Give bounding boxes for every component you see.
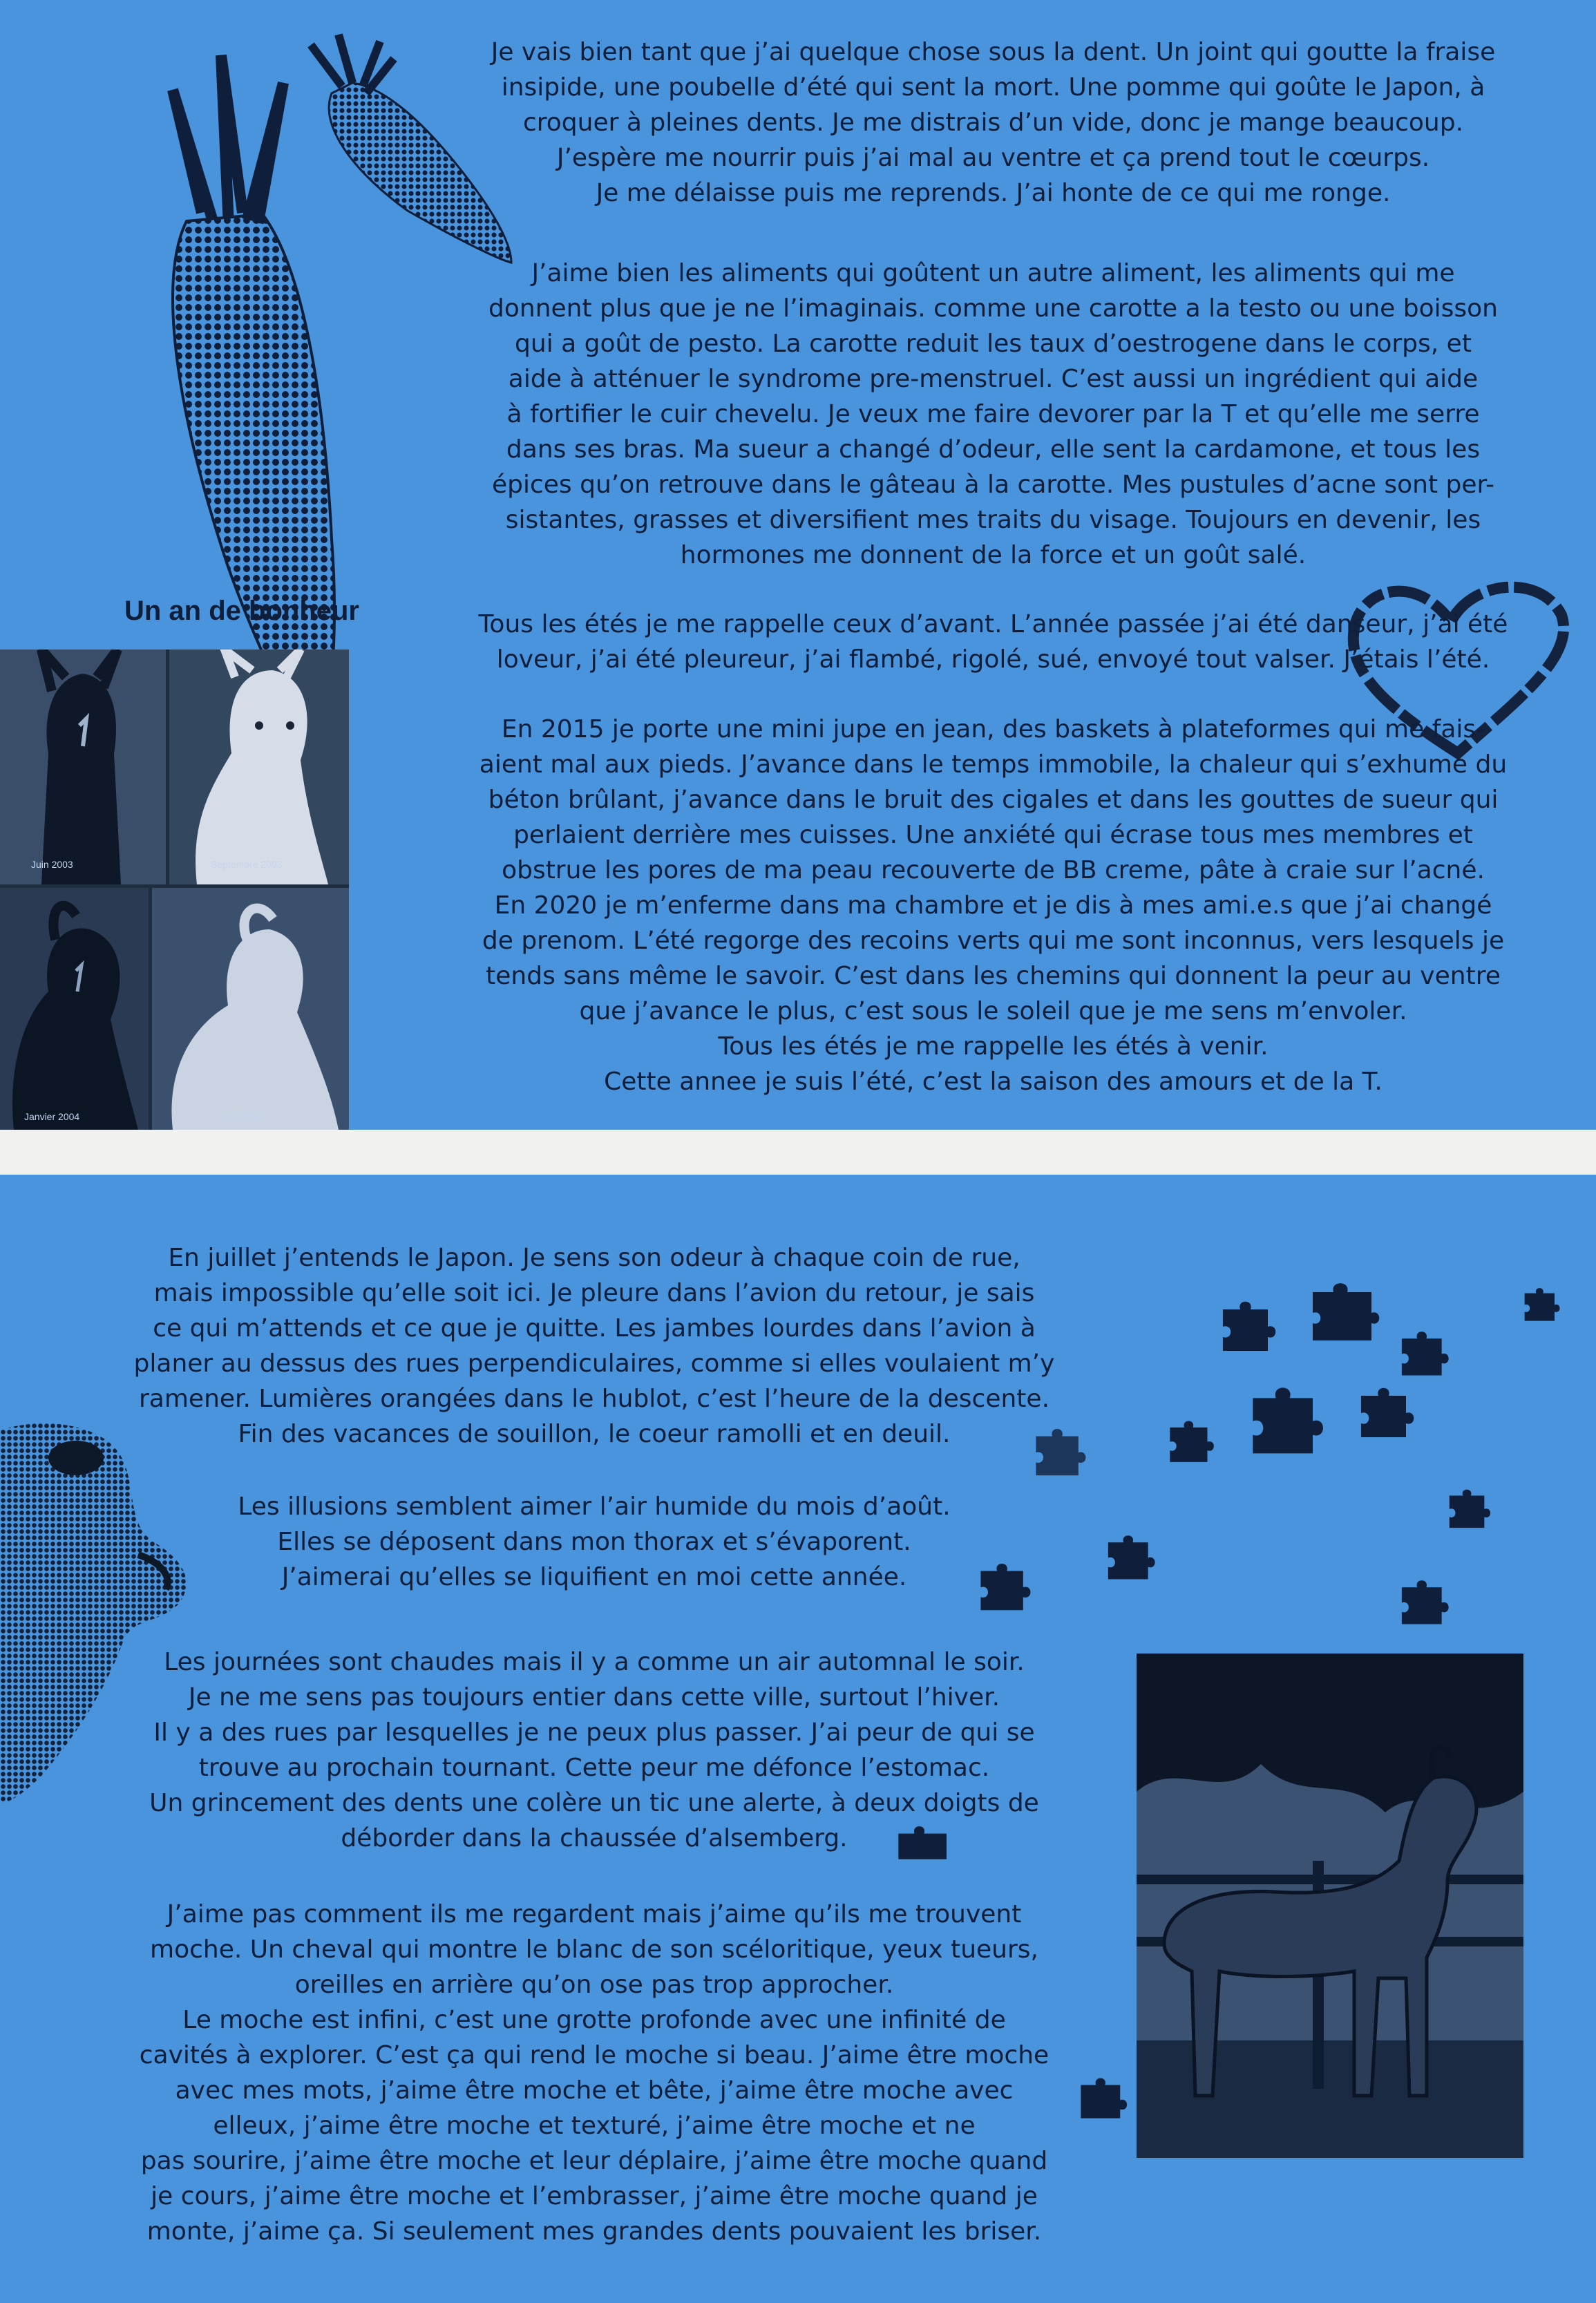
photo-date-label: Septembre 2003 [211,859,283,870]
puzzle-piece-icon [1164,1413,1216,1465]
text-line: béton brûlant, j’avance dans le bruit des cigales et dans les gouttes de sueur qui [488,786,1499,814]
paragraph-5 [55,1240,1133,1452]
text-line: qui a goût de pesto. La carotte reduit les taux d’oestrogene dans le corps, et [515,330,1472,358]
text-line: dans ses bras. Ma sueur a changé d’odeur, elle sent la cardamone, et tous les [506,435,1481,464]
text-line: que j’avance le plus, c’est sous le soleil que je me sens m’envoler. [579,997,1407,1025]
text-line: ce qui m’attends et ce que je quitte. Les jambes lourdes dans l’avion à [153,1314,1036,1343]
text-line: avec mes mots, j’aime être moche et bête, j’aime être moche avec [175,2076,1014,2105]
text-line: moche. Un cheval qui montre le blanc de son scéloritique, yeux tueurs, [150,1935,1038,1964]
paragraph-2 [418,256,1568,573]
top-page [0,0,1596,1130]
text-line: J’aime bien les aliments qui goûtent un autre aliment, les aliments qui me [531,259,1455,287]
text-line: Je me délaisse puis me reprends. J’ai honte de ce qui me ronge. [596,179,1391,207]
collage-photo [0,888,149,1130]
text-line: J’espère me nourrir puis j’ai mal au ventre et ça prend tout le cœurps. [556,144,1430,172]
text-line: mais impossible qu’elle soit ici. Je pleure dans l’avion du retour, je sais [153,1279,1035,1307]
text-line: Les journées sont chaudes mais il y a comme un air automnal le soir. [164,1648,1025,1676]
paragraph-8 [55,1897,1133,2249]
horse-photo-collage [0,650,349,1130]
text-line: croquer à pleines dents. Je me distrais d’un vide, donc je mange beaucoup. [522,108,1464,137]
text-line: planer au dessus des rues perpendiculaires, comme si elles voulaient m’y [133,1349,1055,1378]
puzzle-piece-icon [1306,1275,1382,1344]
text-line: obstrue les pores de ma peau recouverte de BB creme, pâte à craie sur l’acné. [502,856,1485,884]
text-line: monte, j’aime ça. Si seulement mes grandes dents pouvaient les briser. [146,2217,1042,2246]
text-line: elleux, j’aime être moche et texturé, j’aime être moche et ne [213,2112,976,2140]
horse-photo [1137,1653,1523,2158]
puzzle-piece-icon [1444,1482,1492,1530]
text-line: Les illusions semblent aimer l’air humide du mois d’août. [238,1492,951,1521]
puzzle-piece-icon [1520,1282,1561,1323]
text-line: perlaient derrière mes cuisses. Une anxiété qui écrase tous mes membres et [513,821,1473,849]
text-line: En 2020 je m’enferme dans ma chambre et je dis à mes ami.e.s que j’ai changé [494,891,1492,920]
text-line: Je vais bien tant que j’ai quelque chose sous la dent. Un joint qui goutte la fraise [491,38,1496,66]
text-line: Tous les étés je me rappelle les étés à venir. [718,1032,1269,1061]
text-line: Elles se déposent dans mon thorax et s’évaporent. [277,1528,911,1556]
text-line: Il y a des rues par lesquelles je ne peux plus passer. J’ai peur de qui se [153,1718,1035,1747]
puzzle-piece-icon [1244,1375,1327,1458]
text-line: tends sans même le savoir. C’est dans les chemins qui donnent la peur au ventre [486,962,1501,990]
text-line: donnent plus que je ne l’imaginais. comme une carotte a la testo ou une boisson [488,294,1498,323]
photo-date-label: Janvier 2004 [24,1111,80,1122]
photo-collage-title: Un an de bonheur [124,596,359,626]
bottom-page [0,1175,1596,2303]
collage-photo [0,650,166,884]
text-line: insipide, une poubelle d’été qui sent la mort. Une pomme qui goûte le Japon, à [501,73,1485,102]
text-line: aient mal aux pieds. J’avance dans le temps immobile, la chaleur qui s’exhume du [479,750,1508,779]
text-line: J’aimerai qu’elles se liquifient en moi cette année. [281,1563,907,1591]
text-line: loveur, j’ai été pleureur, j’ai flambé, rigolé, sué, envoyé tout valser. J’étais l’été. [496,645,1490,674]
collage-photo [152,888,349,1130]
text-line: déborder dans la chaussée d’alsemberg. [341,1824,848,1852]
paragraph-3 [418,607,1568,677]
text-line: Fin des vacances de souillon, le coeur ramolli et en deuil. [238,1420,951,1448]
text-line: En juillet j’entends le Japon. Je sens son odeur à chaque coin de rue, [168,1244,1020,1272]
text-line: ramener. Lumières orangées dans le hublot, c’est l’heure de la descente. [138,1385,1050,1413]
text-line: sistantes, grasses et diversifient mes traits du visage. Toujours en devenir, les [505,506,1481,534]
paragraph-7 [55,1645,1133,1856]
puzzle-piece-icon [1216,1292,1278,1354]
text-line: Cette annee je suis l’été, c’est la saison des amours et de la T. [604,1068,1383,1096]
collage-photo [169,650,349,884]
text-line: à fortifier le cuir chevelu. Je veux me faire devorer par la T et qu’elle me serre [506,400,1480,428]
photo-date-label: Juin 2003 [31,859,73,870]
text-line: cavités à explorer. C’est ça qui rend le moche si beau. J’aime être moche [139,2041,1049,2069]
text-line: pas sourire, j’aime être moche et leur déplaire, j’aime être moche quand [140,2147,1048,2175]
photo-date-label: Mai 2004 [221,1111,261,1122]
text-line: oreilles en arrière qu’on ose pas trop approcher. [294,1971,894,1999]
paragraph-4 [418,712,1568,1099]
text-line: Le moche est infini, c’est une grotte profonde avec une infinité de [182,2006,1006,2034]
text-line: aide à atténuer le syndrome pre-menstruel. C’est aussi un ingrédient qui aide [508,365,1479,393]
paragraph-6 [55,1489,1133,1595]
puzzle-piece-icon [1354,1378,1416,1441]
text-line: de prenom. L’été regorge des recoins verts qui me sont inconnus, vers lesquels je [482,927,1505,955]
text-line: Un grincement des dents une colère un tic une alerte, à deux doigts de [149,1789,1039,1817]
text-line: hormones me donnent de la force et un goût salé. [680,541,1307,569]
text-line: Je ne me sens pas toujours entier dans cette ville, surtout l’hiver. [188,1683,1000,1712]
text-line: je cours, j’aime être moche et l’embrasser, j’aime être moche quand je [151,2182,1038,2210]
text-line: J’aime pas comment ils me regardent mais j’aime qu’ils me trouvent [167,1900,1022,1928]
text-line: Tous les étés je me rappelle ceux d’avant. L’année passée j’ai été danseur, j’ai été [478,610,1508,638]
puzzle-piece-icon [1396,1572,1451,1627]
text-line: En 2015 je porte une mini jupe en jean, des baskets à plateformes qui me fais- [501,715,1485,743]
puzzle-piece-icon [1396,1323,1451,1378]
paragraph-1 [418,35,1568,211]
text-line: trouve au prochain tournant. Cette peur me défonce l’estomac. [198,1754,990,1782]
text-line: épices qu’on retrouve dans le gâteau à la carotte. Mes pustules d’acne sont per- [491,471,1495,499]
